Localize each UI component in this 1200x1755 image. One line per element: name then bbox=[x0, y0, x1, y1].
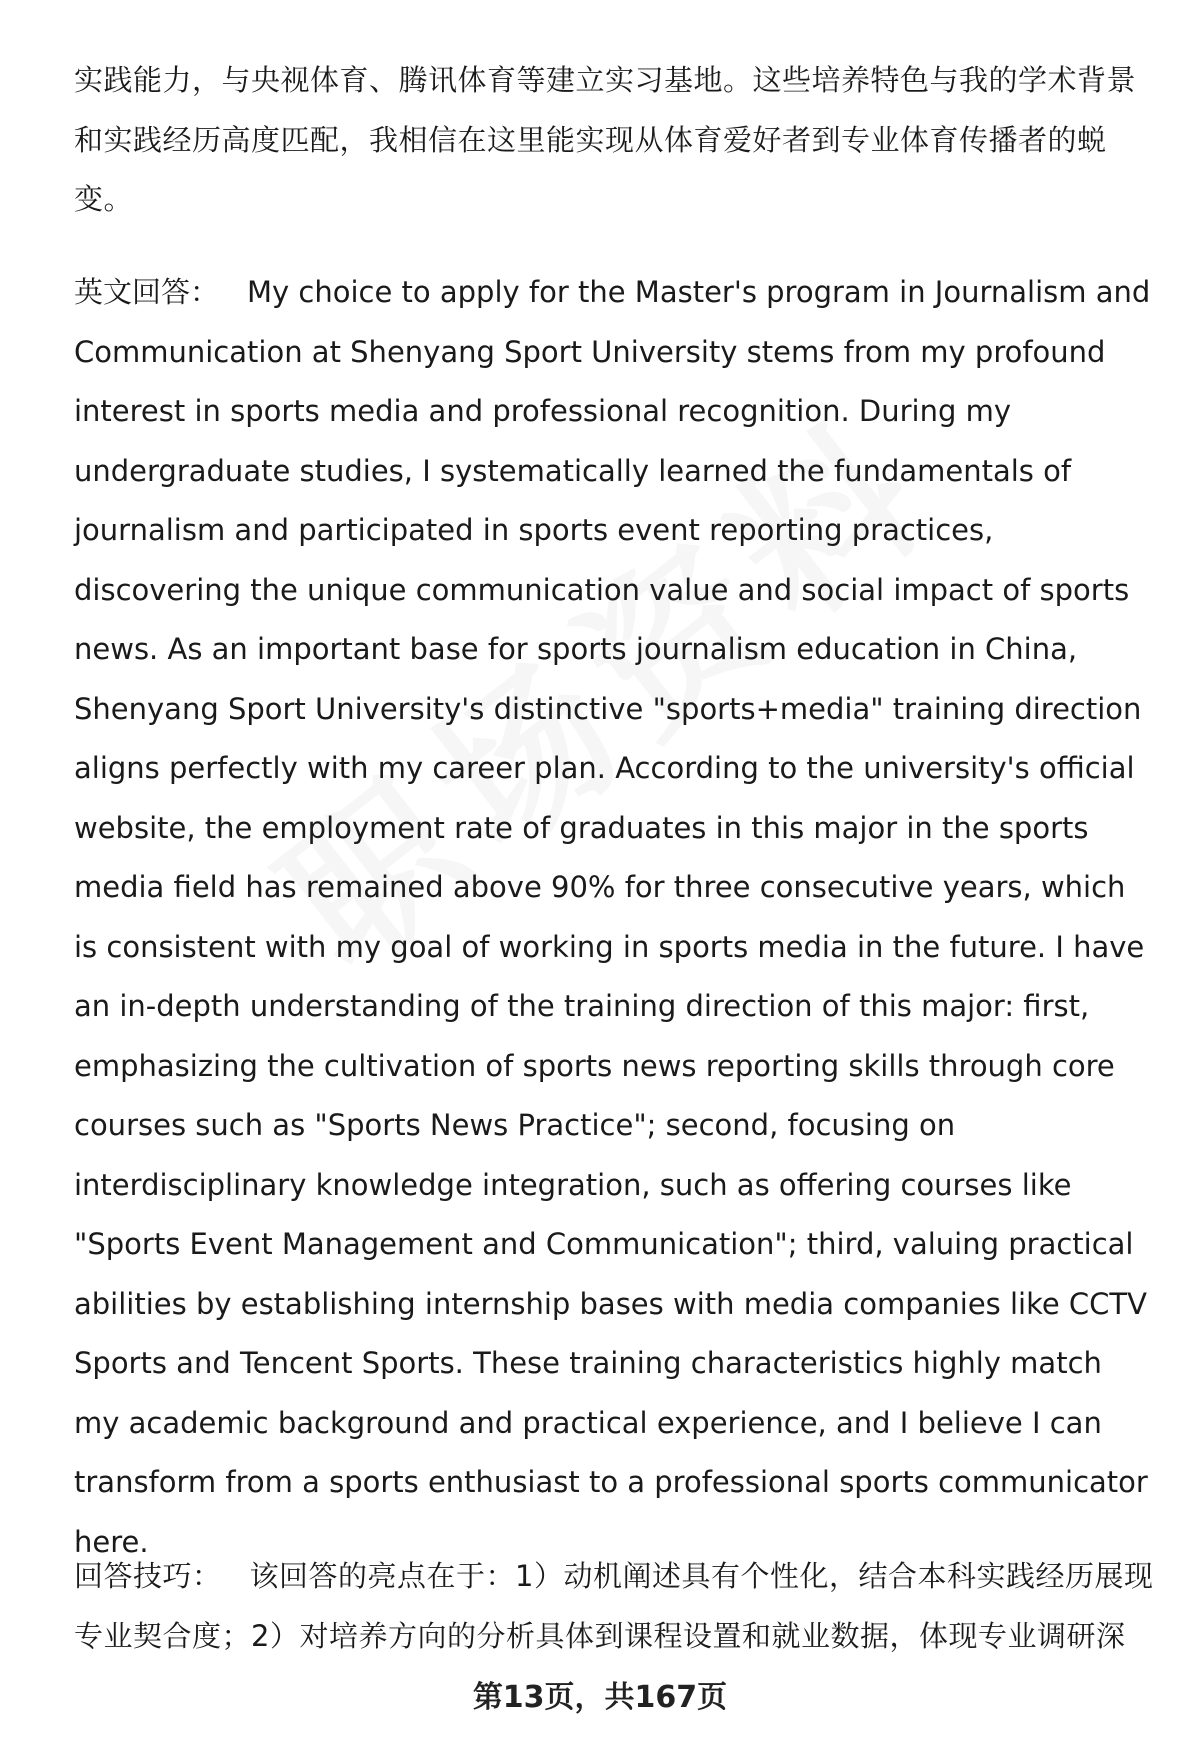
tips-text: 该回答的亮点在于：1）动机阐述具有个性化，结合本科实践经历展现专业契合度；2）对培养方向的分析具体到课程设置和就业数据，体现专业调研深 bbox=[74, 1559, 1154, 1653]
tips-paragraph bbox=[74, 1547, 1154, 1666]
english-answer-paragraph bbox=[74, 263, 1154, 1572]
intro-paragraph: 实践能力，与央视体育、腾讯体育等建立实习基地。这些培养特色与我的学术背景和实践经历高度匹配，我相信在这里能实现从体育爱好者到专业体育传播者的蜕变。 bbox=[74, 63, 1137, 216]
english-answer-text: My choice to apply for the Master's program in Journalism and Communication at Shenyang Sport University stems from my profound interest in sports media and professional recognition. During my undergraduate studies, I systematically learned the fundamentals of journalism and participated in sports event reporting practices, discovering the unique communication value and social impact of sports news. As an important base for sports journalism education in China, Shenyang Sport University's distinctive "sports+media" training direction aligns perfectly with my career plan. According to the university's official website, the employment rate of graduates in this major in the sports media field has remained above 90% for three consecutive years, which is consistent with my goal of working in sports media in the future. I have an in-depth understanding of the training direction of this major: first, emphasizing the cultivation of sports news reporting skills through core courses such as "Sports News Practice"; second, focusing on interdisciplinary knowledge integration, such as offering courses like "Sports Event Management and Communication"; third, valuing practical abilities by establishing internship bases with media companies like CCTV Sports and Tencent Sports. These training characteristics highly match my academic background and practical experience, and I believe I can transform from a sports enthusiast to a professional sports communicator here. bbox=[74, 275, 1151, 1559]
page-indicator: 第13页，共167页 bbox=[472, 1680, 728, 1715]
english-answer-label: 英文回答： bbox=[74, 275, 220, 309]
tips-label: 回答技巧： bbox=[74, 1559, 222, 1593]
